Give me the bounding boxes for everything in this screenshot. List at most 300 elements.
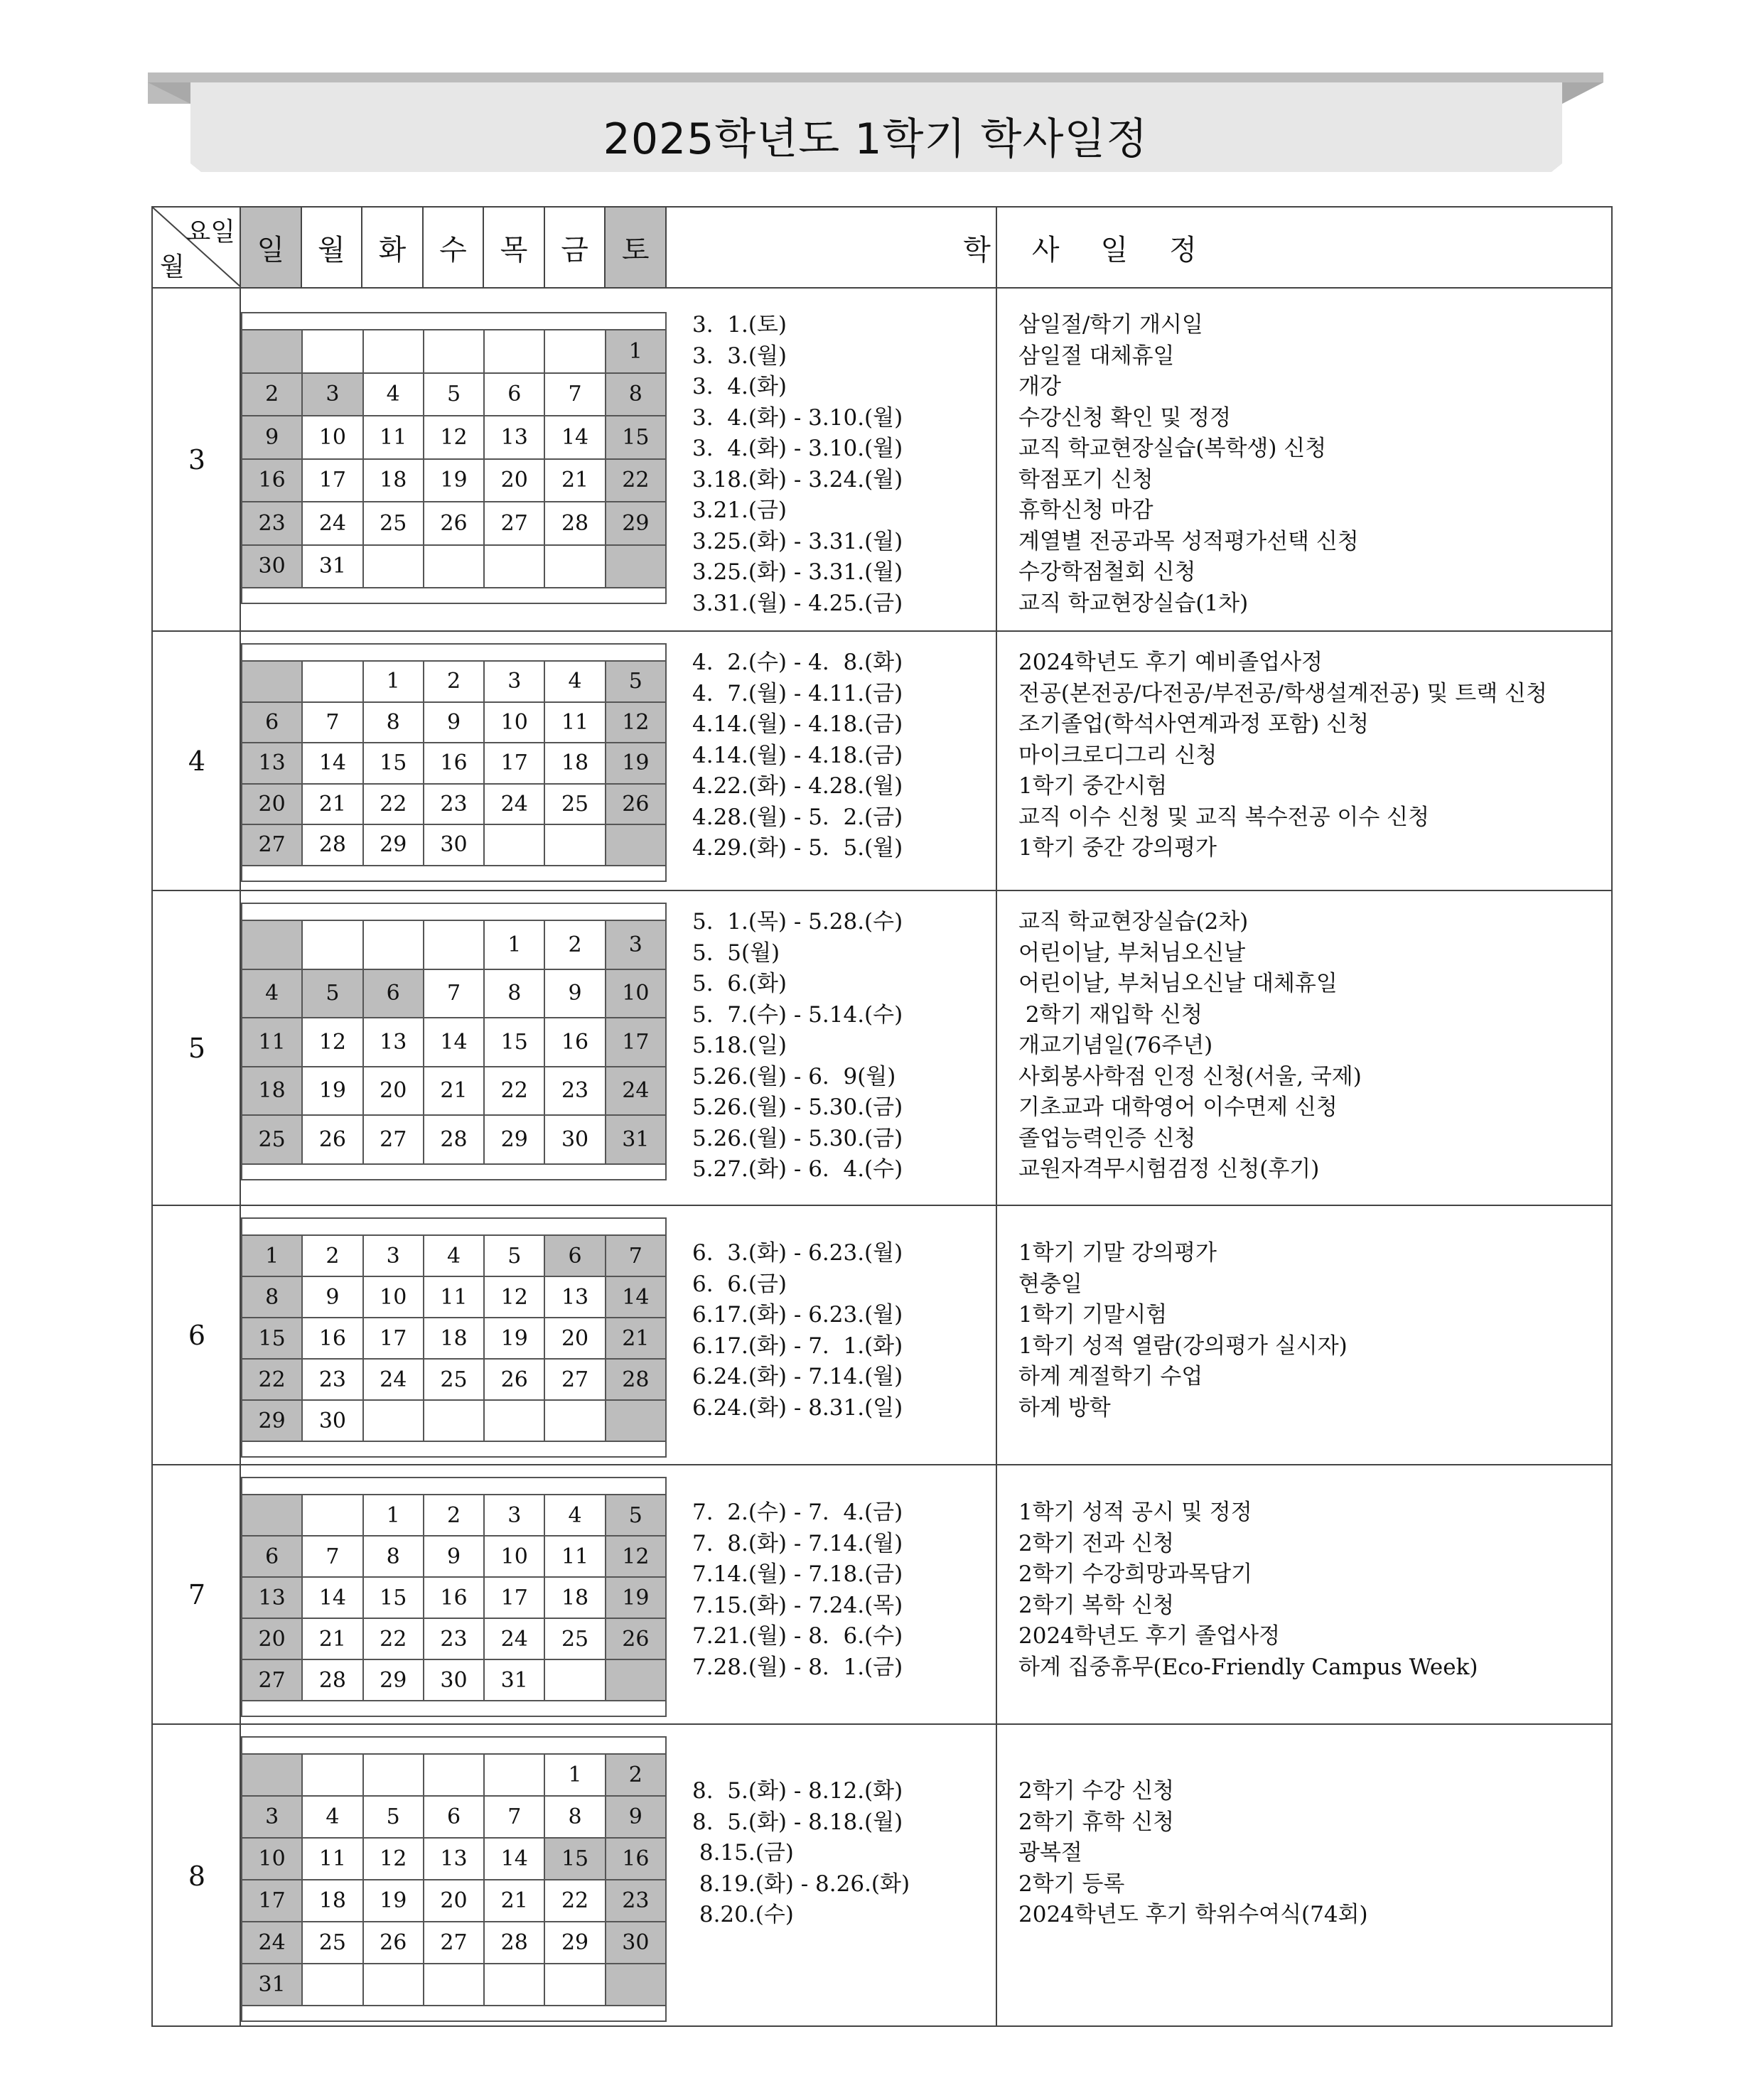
calendar-day [544,330,605,373]
schedule-event: 1학기 기말시험 [1018,1302,1168,1328]
schedule-date: 5.27.(화) - 6. 4.(수) [692,1156,903,1182]
calendar-day: 19 [424,459,484,502]
calendar-day: 11 [544,702,605,743]
calendar-day: 23 [242,502,302,545]
calendar-week [242,743,666,784]
calendar-day [484,1964,544,2006]
calendar-top-strip [241,1477,667,1494]
month-label: 3 [188,443,206,475]
calendar-day [302,1754,362,1796]
schedule-event: 광복절 [1018,1840,1082,1866]
calendar-day: 15 [484,1018,544,1067]
calendar-day: 11 [424,1276,484,1318]
month-label: 4 [188,745,206,777]
calendar-day: 13 [484,416,544,459]
schedule-event: 개강 [1018,374,1061,399]
calendar-day: 17 [242,1880,302,1922]
calendar-day: 28 [484,1922,544,1964]
schedule-date: 8. 5.(화) - 8.12.(화) [692,1778,903,1804]
calendar-day: 9 [424,702,484,743]
calendar-day: 22 [363,784,424,825]
calendar-day: 3 [363,1235,424,1276]
calendar-day: 18 [544,1577,605,1618]
calendar-top-strip [241,643,667,660]
calendar-day [544,545,605,588]
schedule-date: 3.25.(화) - 3.31.(월) [692,559,903,585]
calendar-day: 30 [424,1659,484,1701]
month-label: 5 [188,1032,206,1064]
calendar-day: 6 [363,969,424,1018]
calendar-day: 28 [302,1659,362,1701]
calendar-day: 12 [484,1276,544,1318]
calendar-day: 21 [484,1880,544,1922]
month-column-divider [240,208,241,2025]
calendar-bottom-strip [241,2005,667,2022]
calendar-day: 10 [302,416,362,459]
calendar-day: 20 [242,1618,302,1659]
calendar-day: 30 [242,545,302,588]
month-section-5 [153,890,1611,1205]
schedule-event: 학점포기 신청 [1018,466,1153,493]
calendar-week [242,545,666,588]
schedule-event: 2학기 전과 신청 [1018,1530,1175,1556]
calendar-day: 10 [484,1536,544,1577]
calendar-day: 21 [424,1067,484,1116]
calendar-day: 16 [242,459,302,502]
calendar-day: 1 [363,661,424,702]
calendar-day: 17 [363,1318,424,1359]
schedule-dates [692,1497,903,1683]
schedule-date: 7. 2.(수) - 7. 4.(금) [692,1500,903,1525]
calendar-day: 19 [363,1880,424,1922]
schedule-event: 개교기념일(76주년) [1018,1033,1213,1058]
calendar-day: 13 [242,1577,302,1618]
month-label: 6 [188,1319,206,1351]
calendar-week [242,416,666,459]
schedule-event: 2학기 재입학 신청 [1018,1001,1203,1028]
calendar-day: 15 [242,1318,302,1359]
calendar-day: 23 [606,1880,666,1922]
calendar-day: 7 [424,969,484,1018]
calendar-day: 27 [363,1115,424,1164]
calendar-week [242,1922,666,1964]
calendar-day [424,545,484,588]
calendar-day: 15 [544,1838,605,1880]
month-section-4 [153,630,1611,890]
schedule-event: 2024학년도 후기 예비졸업사정 [1018,650,1323,675]
calendar-day [606,1964,666,2006]
calendar-day: 8 [363,1536,424,1577]
calendar-week [242,1880,666,1922]
calendar-day: 6 [424,1796,484,1838]
calendar-day: 20 [363,1067,424,1116]
schedule-event: 2학기 수강 신청 [1018,1778,1175,1804]
schedule-date: 4. 2.(수) - 4. 8.(화) [692,650,903,675]
calendar-day: 11 [544,1536,605,1577]
calendar-day: 7 [302,1536,362,1577]
calendar-day: 2 [544,920,605,969]
month-section-6 [153,1205,1611,1464]
schedule-event: 어린이날, 부처님오신날 대체휴일 [1018,971,1338,996]
calendar-top-strip [241,903,667,920]
schedule-events [1018,310,1359,619]
schedule-event: 휴학신청 마감 [1018,497,1153,523]
calendar-day: 24 [302,502,362,545]
page-title: 2025학년도 1학기 학사일정 [603,114,1149,164]
schedule-event: 전공(본전공/다전공/부전공/학생설계전공) 및 트랙 신청 [1018,680,1547,706]
calendar-day [302,920,362,969]
schedule-date: 6. 6.(금) [692,1271,787,1297]
calendar-day: 11 [242,1018,302,1067]
calendar-day: 18 [363,459,424,502]
calendar-day: 30 [606,1922,666,1964]
calendar-day [544,824,605,866]
calendar-day: 22 [544,1880,605,1922]
calendar-day: 23 [424,1618,484,1659]
calendar-day: 9 [606,1796,666,1838]
calendar-day: 27 [242,824,302,866]
corner-cell [153,208,241,287]
schedule-events [1018,907,1362,1185]
calendar-day: 11 [363,416,424,459]
calendar-day [606,824,666,866]
schedule-event: 하계 집중휴무(Eco-Friendly Campus Week) [1018,1654,1478,1680]
schedule-date: 4.29.(화) - 5. 5.(월) [692,835,903,861]
calendar-day: 27 [424,1922,484,1964]
calendar-day: 17 [302,459,362,502]
calendar-week [242,459,666,502]
schedule-date: 3.31.(월) - 4.25.(금) [692,590,903,616]
month-calendar [241,660,667,866]
calendar-day: 16 [544,1018,605,1067]
schedule-date: 5. 7.(수) - 5.14.(수) [692,1001,903,1028]
schedule-date: 6.24.(화) - 7.14.(월) [692,1364,903,1389]
calendar-day: 22 [606,459,666,502]
schedule-event: 현충일 [1018,1271,1082,1297]
calendar-day [424,330,484,373]
calendar-day: 8 [242,1276,302,1318]
calendar-day: 19 [606,743,666,784]
calendar-day: 9 [302,1276,362,1318]
schedule-date: 4. 7.(월) - 4.11.(금) [692,680,903,706]
calendar-day: 26 [302,1115,362,1164]
calendar-day: 13 [363,1018,424,1067]
weekday-header-6: 금 [545,208,606,287]
calendar-day: 10 [606,969,666,1018]
calendar-day: 24 [242,1922,302,1964]
calendar-day: 17 [484,1577,544,1618]
calendar-day: 12 [606,702,666,743]
calendar-day: 24 [484,784,544,825]
calendar-day [302,661,362,702]
calendar-day [242,1495,302,1536]
calendar-week [242,1235,666,1276]
calendar-day: 3 [606,920,666,969]
schedule-date: 8.20.(수) [692,1902,794,1927]
schedule-date: 8.15.(금) [692,1840,794,1866]
calendar-day: 25 [544,784,605,825]
calendar-day: 27 [484,502,544,545]
table-header [153,208,1611,287]
schedule-event: 교직 이수 신청 및 교직 복수전공 이수 신청 [1018,804,1430,830]
calendar-day: 31 [484,1659,544,1701]
calendar-day: 10 [242,1838,302,1880]
schedule-date: 4.22.(화) - 4.28.(월) [692,773,903,799]
schedule-dates [692,1238,903,1424]
schedule-event: 하계 계절학기 수업 [1018,1364,1203,1389]
calendar-day: 7 [606,1235,666,1276]
calendar-day: 28 [606,1359,666,1400]
calendar-day: 7 [544,373,605,416]
schedule-date: 7.28.(월) - 8. 1.(금) [692,1654,903,1680]
calendar-day: 3 [242,1796,302,1838]
calendar-day: 8 [544,1796,605,1838]
calendar-day [424,1754,484,1796]
month-section-8 [153,1723,1611,2027]
schedule-event: 사회봉사학점 인정 신청(서울, 국제) [1018,1063,1362,1089]
calendar-day [302,1964,362,2006]
schedule-dates [692,647,903,864]
calendar-day: 1 [606,330,666,373]
calendar-day [544,1400,605,1441]
month-label: 8 [188,1860,206,1892]
schedule-event: 기초교과 대학영어 이수면제 신청 [1018,1094,1338,1120]
schedule-date: 6.24.(화) - 8.31.(일) [692,1394,903,1421]
calendar-week [242,920,666,969]
calendar-day: 7 [302,702,362,743]
calendar-day: 15 [606,416,666,459]
schedule-date: 6. 3.(화) - 6.23.(월) [692,1240,903,1266]
calendar-day: 24 [363,1359,424,1400]
schedule-event: 삼일절/학기 개시일 [1018,312,1203,338]
calendar-day: 31 [302,545,362,588]
month-calendar [241,920,667,1165]
calendar-day: 19 [606,1577,666,1618]
calendar-day: 19 [302,1067,362,1116]
calendar-day: 27 [242,1659,302,1701]
calendar-week [242,702,666,743]
month-section-7 [153,1464,1611,1723]
calendar-week [242,1838,666,1880]
calendar-day: 5 [484,1235,544,1276]
calendar-day: 5 [606,661,666,702]
weekday-header-3: 화 [362,208,424,287]
calendar-day: 16 [424,1577,484,1618]
calendar-day: 8 [363,702,424,743]
schedule-event: 어린이날, 부처님오신날 [1018,940,1246,966]
calendar-day: 22 [484,1067,544,1116]
calendar-day: 2 [242,373,302,416]
calendar-day: 9 [242,416,302,459]
schedule-events [1018,1776,1368,1931]
calendar-day: 1 [363,1495,424,1536]
calendar-day: 10 [484,702,544,743]
calendar-day: 15 [363,1577,424,1618]
calendar-week [242,1359,666,1400]
calendar-week [242,330,666,373]
calendar-day: 7 [484,1796,544,1838]
schedule-date: 3. 3.(월) [692,343,787,369]
schedule-event: 수강학점철회 신청 [1018,559,1196,585]
calendar-day: 19 [484,1318,544,1359]
schedule-dates [692,310,903,619]
calendar-day: 4 [242,969,302,1018]
calendar-day: 13 [424,1838,484,1880]
calendar-day [606,545,666,588]
calendar-day: 11 [302,1838,362,1880]
schedule-date: 3.21.(금) [692,497,787,523]
schedule-event: 2학기 등록 [1018,1871,1125,1897]
calendar-day [363,330,424,373]
calendar-day: 22 [363,1618,424,1659]
schedule-date: 6.17.(화) - 7. 1.(화) [692,1333,903,1359]
calendar-day [544,1659,605,1701]
calendar-day: 3 [484,661,544,702]
schedule-event: 1학기 성적 공시 및 정정 [1018,1500,1252,1525]
schedule-event: 1학기 기말 강의평가 [1018,1240,1217,1266]
calendar-day: 26 [484,1359,544,1400]
calendar-day: 28 [544,502,605,545]
schedule-date: 3. 4.(화) - 3.10.(월) [692,436,903,461]
calendar-day: 29 [484,1115,544,1164]
schedule-event: 1학기 중간시험 [1018,773,1168,799]
calendar-day: 23 [302,1359,362,1400]
calendar-top-strip [241,1736,667,1753]
calendar-day: 12 [424,416,484,459]
calendar-day: 10 [363,1276,424,1318]
schedule-date: 4.14.(월) - 4.18.(금) [692,711,903,737]
calendar-week [242,1495,666,1536]
schedule-date: 3.18.(화) - 3.24.(월) [692,466,903,493]
calendar-day: 13 [242,743,302,784]
calendar-day [424,920,484,969]
schedule-date: 3. 4.(화) - 3.10.(월) [692,404,903,431]
schedule-date: 4.28.(월) - 5. 2.(금) [692,804,903,830]
calendar-day: 18 [424,1318,484,1359]
corner-month-label: 월 [160,252,185,281]
schedule-date: 5. 5(월) [692,940,780,966]
calendar-day: 13 [544,1276,605,1318]
calendar-day: 4 [302,1796,362,1838]
calendar-day: 5 [302,969,362,1018]
schedule-event: 2024학년도 후기 학위수여식(74회) [1018,1902,1368,1927]
schedule-event: 삼일절 대체휴일 [1018,343,1175,369]
calendar-day [363,1754,424,1796]
calendar-day [363,920,424,969]
calendar-week [242,1754,666,1796]
calendar-bottom-strip [241,1700,667,1717]
month-label: 7 [188,1578,206,1610]
schedule-events [1018,1238,1348,1424]
calendar-day: 21 [302,784,362,825]
calendar-day: 26 [606,784,666,825]
month-calendar [241,1494,667,1701]
calendar-day [363,1964,424,2006]
calendar-day: 25 [544,1618,605,1659]
calendar-week [242,1536,666,1577]
calendar-day: 30 [302,1400,362,1441]
calendar-day: 1 [484,920,544,969]
calendar-day: 23 [424,784,484,825]
calendar-day: 3 [302,373,362,416]
schedule-header: 학사일정 [963,233,1238,267]
schedule-date: 5.26.(월) - 5.30.(금) [692,1125,903,1151]
schedule-date: 8. 5.(화) - 8.18.(월) [692,1809,903,1835]
calendar-week [242,1318,666,1359]
schedule-date: 7. 8.(화) - 7.14.(월) [692,1530,903,1556]
weekday-header-5: 목 [484,208,545,287]
calendar-week [242,1400,666,1441]
weekday-header-2: 월 [302,208,363,287]
calendar-day: 5 [424,373,484,416]
calendar-day: 17 [606,1018,666,1067]
calendar-week [242,1067,666,1116]
calendar-day: 25 [424,1359,484,1400]
calendar-day: 21 [606,1318,666,1359]
title-banner [148,72,1603,172]
calendar-day: 6 [242,702,302,743]
calendar-day: 27 [544,1359,605,1400]
schedule-dates [692,907,903,1185]
schedule-events [1018,1497,1478,1683]
schedule-event: 2학기 복학 신청 [1018,1592,1175,1618]
calendar-day [302,1495,362,1536]
schedule-event: 교원자격무시험검정 신청(후기) [1018,1156,1320,1182]
calendar-day: 12 [302,1018,362,1067]
calendar-day: 31 [606,1115,666,1164]
weekday-header-1: 일 [241,208,302,287]
calendar-day: 14 [302,1577,362,1618]
calendar-week [242,1276,666,1318]
schedule-events [1018,647,1547,864]
schedule-date: 6.17.(화) - 6.23.(월) [692,1302,903,1328]
calendar-week [242,1018,666,1067]
calendar-day: 30 [544,1115,605,1164]
calendar-day: 31 [242,1964,302,2006]
month-calendar [241,329,667,588]
calendar-day [242,920,302,969]
calendar-day: 4 [544,1495,605,1536]
schedule-date: 4.14.(월) - 4.18.(금) [692,742,903,768]
schedule-event: 수강신청 확인 및 정정 [1018,404,1232,431]
calendar-day: 24 [484,1618,544,1659]
schedule-event: 교직 학교현장실습(2차) [1018,909,1249,935]
calendar-day: 14 [302,743,362,784]
calendar-bottom-strip [241,865,667,882]
calendar-week [242,969,666,1018]
calendar-day: 2 [606,1754,666,1796]
calendar-day: 24 [606,1067,666,1116]
schedule-event: 1학기 성적 열람(강의평가 실시자) [1018,1333,1348,1359]
calendar-bottom-strip [241,1441,667,1458]
calendar-day: 2 [424,1495,484,1536]
calendar-week [242,1577,666,1618]
calendar-day [242,1754,302,1796]
schedule-date: 8.19.(화) - 8.26.(화) [692,1871,910,1897]
calendar-day: 29 [544,1922,605,1964]
calendar-day: 26 [363,1922,424,1964]
calendar-bottom-strip [241,587,667,604]
schedule-date: 3. 1.(토) [692,312,787,338]
calendar-day: 20 [424,1880,484,1922]
calendar-day: 14 [424,1018,484,1067]
schedule-event: 계열별 전공과목 성적평가선택 신청 [1018,528,1359,554]
schedule-event: 교직 학교현장실습(1차) [1018,590,1249,616]
schedule-table [151,206,1613,2027]
calendar-day: 5 [363,1796,424,1838]
schedule-date: 5. 1.(목) - 5.28.(수) [692,909,903,935]
calendar-day: 2 [424,661,484,702]
